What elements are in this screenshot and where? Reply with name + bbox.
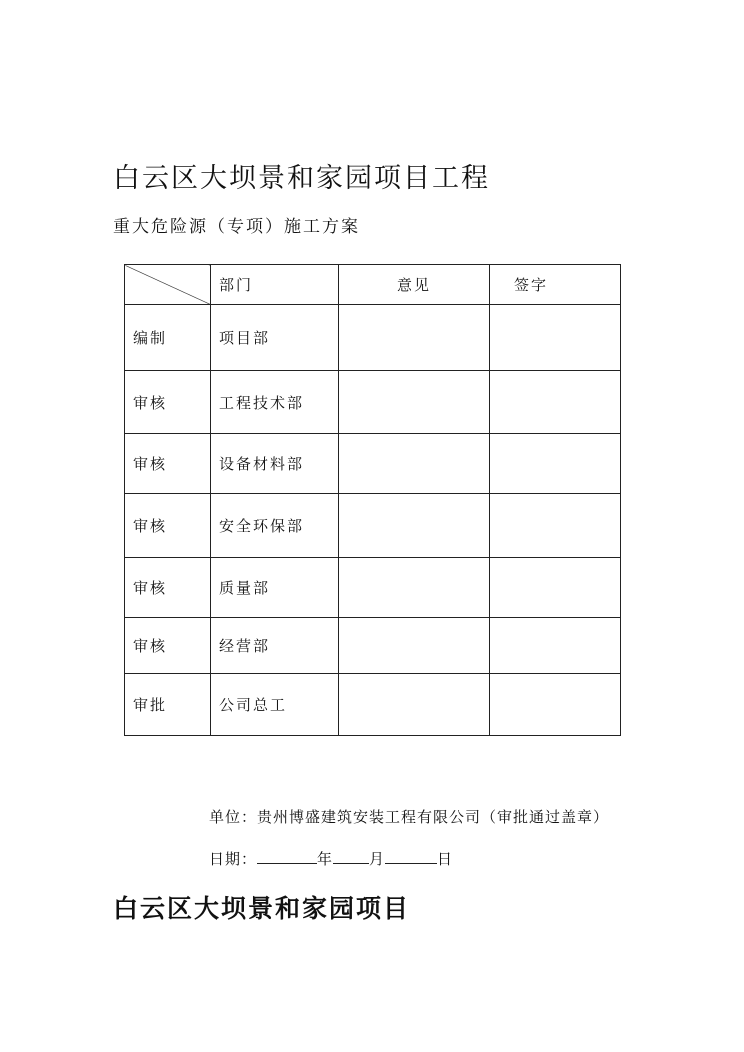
role-cell: 审核 [125,371,211,434]
header-opinion: 意见 [339,265,490,305]
role-cell: 审核 [125,558,211,618]
department-cell: 公司总工 [211,674,339,736]
month-label: 月 [369,850,386,868]
approval-table [124,264,621,736]
role-cell: 编制 [125,305,211,371]
unit-line: 单位：贵州博盛建筑安装工程有限公司（审批通过盖章） [209,808,610,826]
role-cell: 审核 [125,494,211,558]
role-cell: 审核 [125,434,211,494]
date-label: 日期： [209,850,258,868]
day-label: 日 [437,850,454,868]
document-subtitle: 重大危险源（专项）施工方案 [113,217,360,237]
month-blank [333,849,369,864]
project-name: 白云区大坝景和家园项目 [113,894,411,923]
header-department: 部门 [211,265,339,305]
table-row [125,434,621,494]
opinion-cell [339,674,490,736]
department-cell: 安全环保部 [211,494,339,558]
opinion-cell [339,371,490,434]
signature-cell [490,494,621,558]
department-cell: 工程技术部 [211,371,339,434]
signature-cell [490,618,621,674]
day-blank [385,849,437,864]
document-title: 白云区大坝景和家园项目工程 [113,163,490,194]
table-row [125,305,621,371]
role-cell: 审批 [125,674,211,736]
header-signature: 签字 [490,265,621,305]
opinion-cell [339,434,490,494]
role-cell: 审核 [125,618,211,674]
opinion-cell [339,558,490,618]
department-cell: 经营部 [211,618,339,674]
department-cell: 质量部 [211,558,339,618]
opinion-cell [339,494,490,558]
opinion-cell [339,305,490,371]
table-row [125,674,621,736]
year-label: 年 [317,850,334,868]
signature-cell [490,558,621,618]
opinion-cell [339,618,490,674]
department-cell: 设备材料部 [211,434,339,494]
table-header-row [125,265,621,305]
signature-cell [490,434,621,494]
department-cell: 项目部 [211,305,339,371]
table-row [125,618,621,674]
signature-cell [490,305,621,371]
signature-cell [490,371,621,434]
table-row [125,558,621,618]
table-row [125,494,621,558]
year-blank [257,849,317,864]
table-row [125,371,621,434]
signature-cell [490,674,621,736]
date-line [209,848,453,869]
diagonal-header-cell [125,265,211,305]
